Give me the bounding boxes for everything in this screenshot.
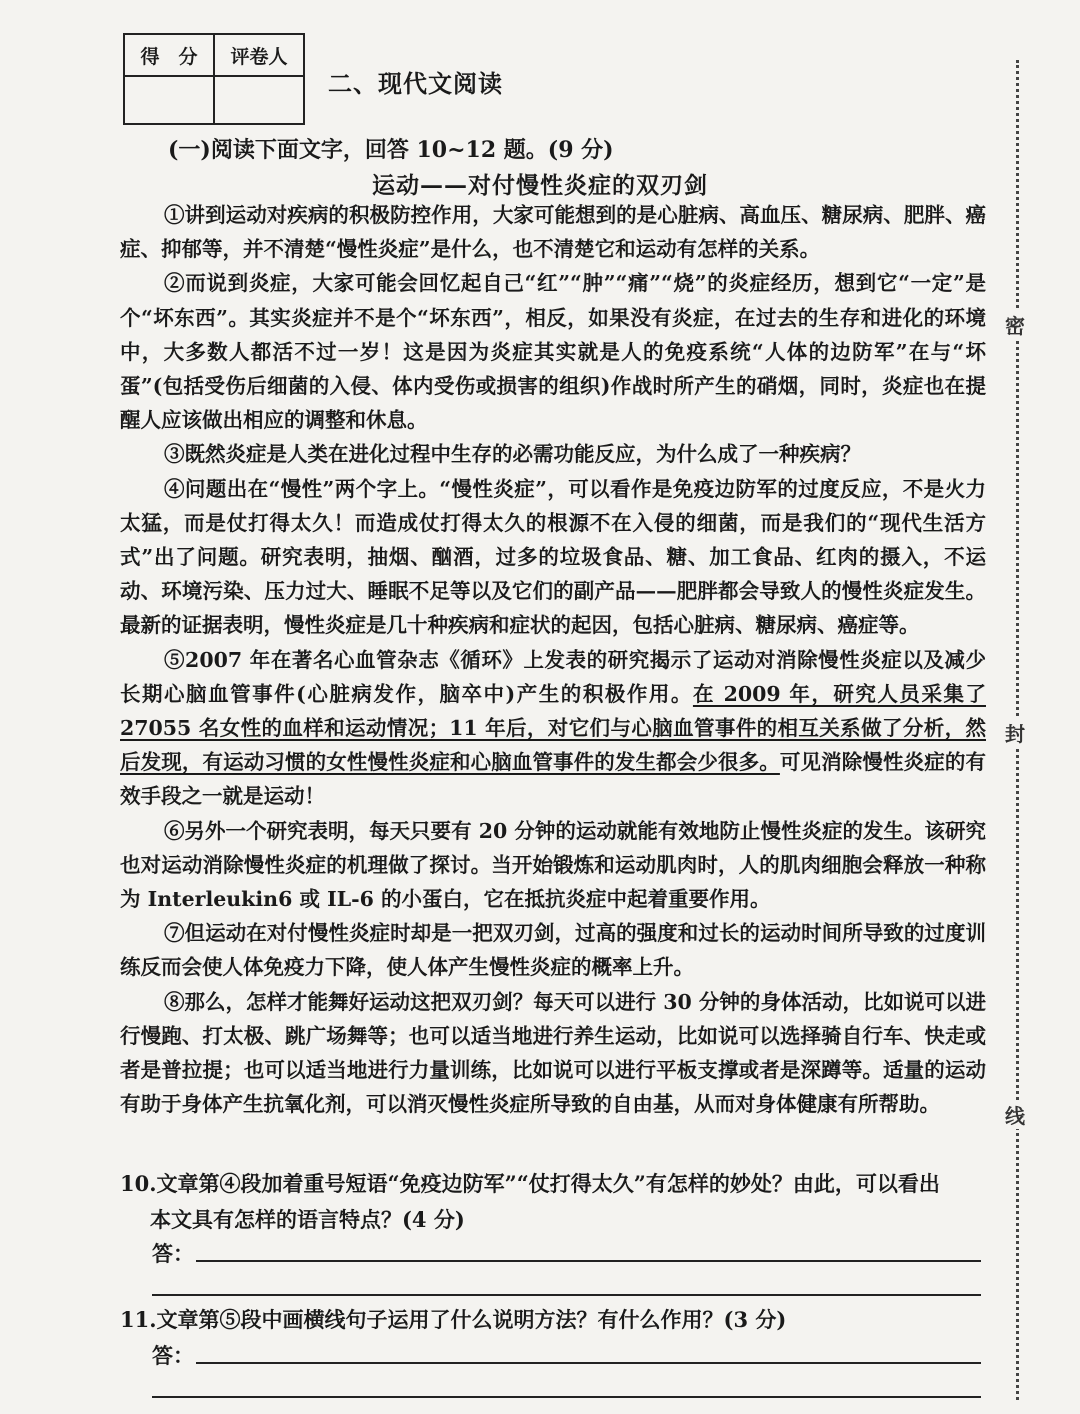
answer-line-10a[interactable] (196, 1260, 981, 1262)
paragraph-1: ①讲到运动对疾病的积极防控作用，大家可能想到的是心脏病、高血压、糖尿病、肥胖、癌症、抑郁等，并不清楚“慢性炎症”是什么，也不清楚它和运动有怎样的关系。 (120, 203, 986, 262)
article-title: 运动——对付慢性炎症的双刃剑 (372, 172, 708, 199)
grader-label: 评卷人 (213, 35, 303, 75)
article-body (120, 198, 986, 1121)
answer-line-11a[interactable] (196, 1362, 981, 1364)
grader-field[interactable] (213, 77, 303, 125)
paragraph-6: ⑥另外一个研究表明，每天只要有 20 分钟的运动就能有效地防止慢性炎症的发生。该研究也对运动消除慢性炎症的机理做了探讨。当开始锻炼和运动肌肉时，人的肌肉细胞会释放一种称为 Interleukin6 或 IL-6 的小蛋白，它在抵抗炎症中起着重要作用。 (120, 818, 986, 912)
answer-line-11b[interactable] (152, 1396, 981, 1398)
paragraph-5-conclusion: 可见消除慢性炎症的有效手段之一就是运动！ (120, 750, 987, 809)
question-10 (120, 1166, 986, 1238)
question-10-line2: 本文具有怎样的语言特点？(4 分) (150, 1207, 465, 1232)
margin-mark-mi: 密 (1005, 310, 1025, 339)
underlined-sentence: 在 2009 年，研究人员采集了 27055 名女性的血样和运动情况；11 年后，对它们与心脑血管事件的相互关系做了分析，然后发现，有运动习惯的女性慢性炎症和心脑血管事件的发生都会少很多。 (120, 681, 986, 775)
section-title: 二、现代文阅读 (328, 69, 503, 98)
score-field[interactable] (125, 77, 213, 125)
paragraph-7: ⑦但运动在对付慢性炎症时却是一把双刃剑，过高的强度和过长的运动时间所导致的过度训练反而会使人体免疫力下降，使人体产生慢性炎症的概率上升。 (120, 921, 986, 980)
question-10-line1: 10.文章第④段加着重号短语“免疫边防军”“仗打得太久”有怎样的妙处？由此，可以看出 (120, 1171, 940, 1196)
answer-label-10: 答： (152, 1241, 194, 1266)
paragraph-8: ⑧那么，怎样才能舞好运动这把双刃剑？每天可以进行 30 分钟的身体活动，比如说可以进行慢跑、打太极、跳广场舞等；也可以适当地进行养生运动，比如说可以选择骑自行车、快走或者是普拉提；也可以适当地进行力量训练，比如说可以进行平板支撑或者是深蹲等。适量的运动有助于身体产生抗氧化剂，可以消灭慢性炎症所导致的自由基，从而对身体健康有所帮助。 (120, 989, 986, 1117)
score-box (123, 33, 305, 125)
reading-instruction: (一)阅读下面文字，回答 10~12 题。(9 分) (168, 137, 614, 163)
paragraph-4: ④问题出在“慢性”两个字上。“慢性炎症”，可以看作是免疫边防军的过度反应，不是火力太猛，而是仗打得太久！而造成仗打得太久的根源不在入侵的细菌，而是我们的“现代生活方式”出了问题。研究表明，抽烟、酗酒，过多的垃圾食品、糖、加工食品、红肉的摄入，不运动、环境污染、压力过大、睡眠不足等以及它们的副产品——肥胖都会导致人的慢性炎症发生。最新的证据表明，慢性炎症是几十种疾病和症状的起因，包括心脏病、糖尿病、癌症等。 (120, 476, 986, 638)
answer-line-10b[interactable] (152, 1294, 981, 1296)
paragraph-5 (120, 643, 986, 814)
margin-mark-feng: 封 (1005, 718, 1025, 747)
paragraph-3: ③既然炎症是人类在进化过程中生存的必需功能反应，为什么成了一种疾病？ (164, 442, 861, 467)
answer-label-11: 答： (152, 1343, 194, 1368)
score-label: 得 分 (140, 45, 198, 68)
question-11: 11.文章第⑤段中画横线句子运用了什么说明方法？有什么作用？(3 分) (120, 1307, 787, 1332)
paragraph-2: ②而说到炎症，大家可能会回忆起自己“红”“肿”“痛”“烧”的炎症经历，想到它“一定”是个“坏东西”。其实炎症并不是个“坏东西”，相反，如果没有炎症，在过去的生存和进化的环境中，大多数人都活不过一岁！这是因为炎症其实就是人的免疫系统“人体的边防军”在与“坏蛋”(包括受伤后细菌的入侵、体内受伤或损害的组织)作战时所产生的硝烟，同时，炎症也在提醒人应该做出相应的调整和休息。 (120, 271, 986, 433)
margin-mark-xian: 线 (1005, 1100, 1025, 1129)
paragraph-5-intro: ⑤2007 年在著名心血管杂志《循环》上发表的研究揭示了运动对消除慢性炎症以及减少长期心脑血管事件(心脏病发作，脑卒中)产生的积极作用。 (120, 647, 986, 706)
